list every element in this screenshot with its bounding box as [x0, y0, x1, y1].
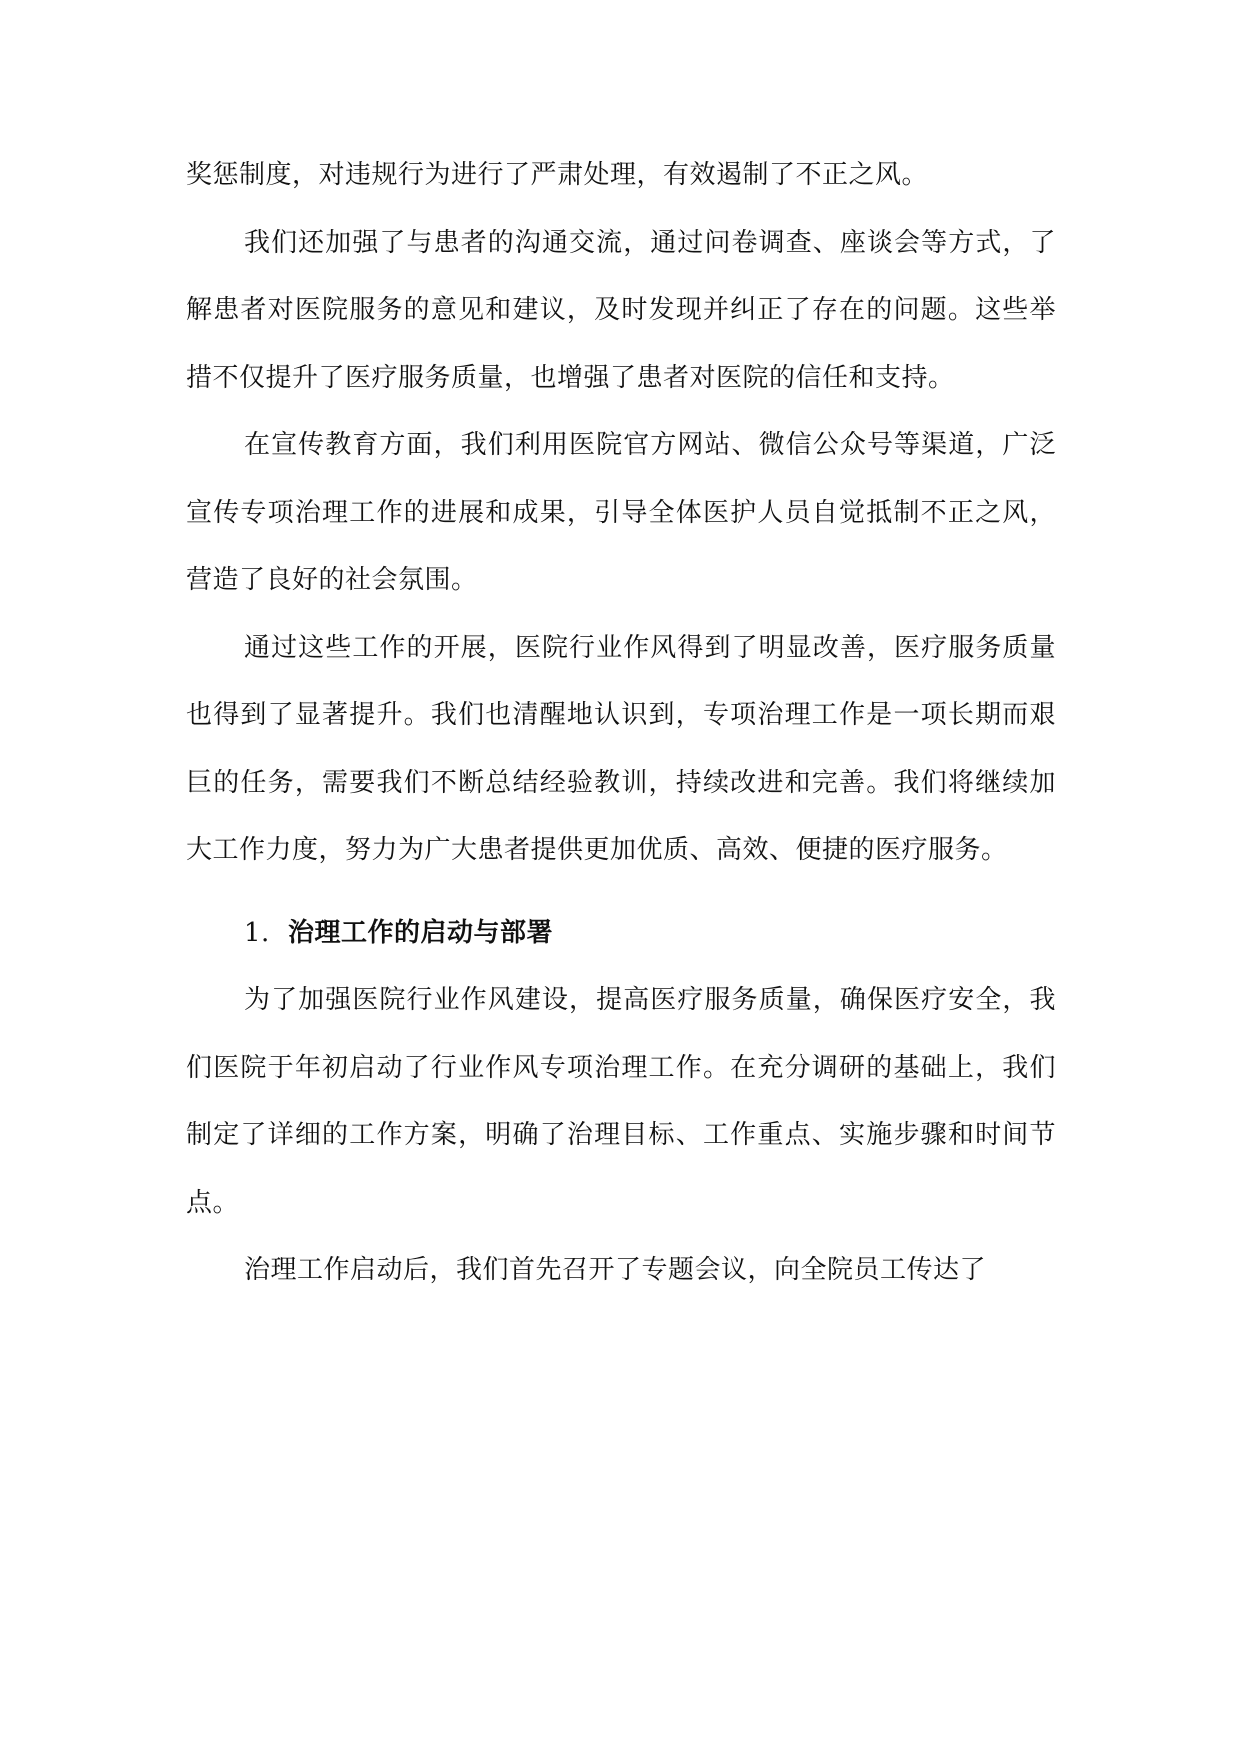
- section-heading-number: 1.: [244, 917, 270, 948]
- section-heading-title: 治理工作的启动与部署: [288, 917, 554, 948]
- paragraph-continuation: 奖惩制度，对违规行为进行了严肃处理，有效遏制了不正之风。: [186, 160, 929, 190]
- paragraph-publicity-education: 在宣传教育方面，我们利用医院官方网站、微信公众号等渠道，广泛宣传专项治理工作的进展和成果，引导全体医护人员自觉抵制不正之风，营造了良好的社会氛围。: [186, 430, 1056, 595]
- paragraph-launch: 为了加强医院行业作风建设，提高医疗服务质量，确保医疗安全，我们医院于年初启动了行业作风专项治理工作。在充分调研的基础上，我们制定了详细的工作方案，明确了治理目标、工作重点、实施步骤和时间节点。: [186, 985, 1056, 1218]
- paragraph-patient-communication: 我们还加强了与患者的沟通交流，通过问卷调查、座谈会等方式，了解患者对医院服务的意见和建议，及时发现并纠正了存在的问题。这些举措不仅提升了医疗服务质量，也增强了患者对医院的信任和支持。: [186, 227, 1056, 393]
- section-heading: [186, 900, 1056, 968]
- paragraph-results-summary: 通过这些工作的开展，医院行业作风得到了明显改善，医疗服务质量也得到了显著提升。我们也清醒地认识到，专项治理工作是一项长期而艰巨的任务，需要我们不断总结经验教训，持续改进和完善。我们将继续加大工作力度，努力为广大患者提供更加优质、高效、便捷的医疗服务。: [186, 632, 1056, 865]
- document-body: [186, 142, 1056, 1305]
- paragraph-meeting: 治理工作启动后，我们首先召开了专题会议，向全院员工传达了: [244, 1255, 987, 1285]
